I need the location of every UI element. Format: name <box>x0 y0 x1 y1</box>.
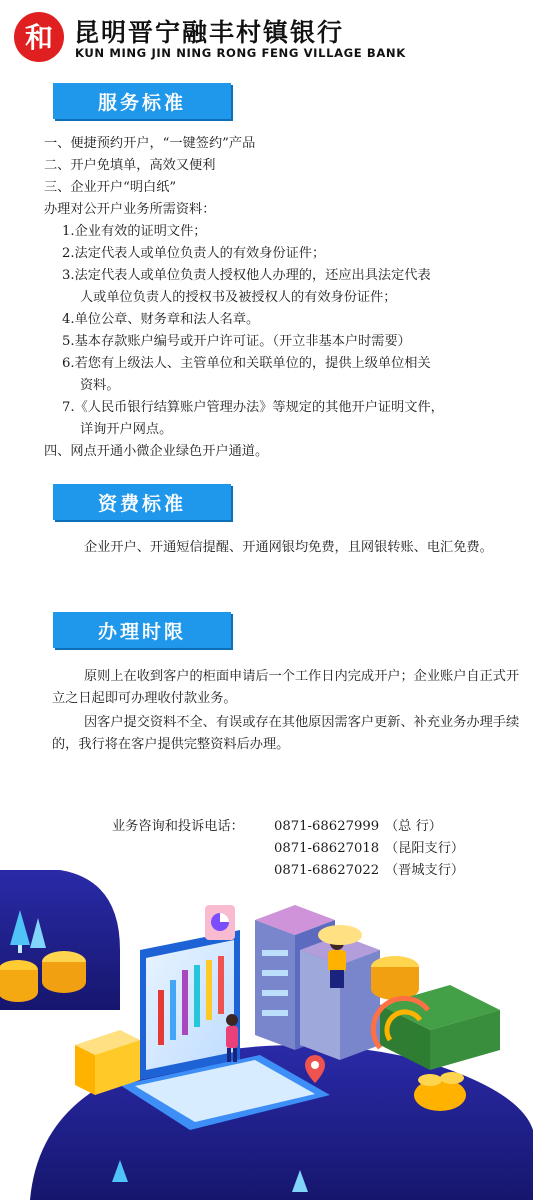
requirement-item: 5.基本存款账户编号或开户许可证。（开立非基本户时需要） <box>62 334 411 349</box>
requirement-item: 2.法定代表人或单位负责人的有效身份证件； <box>62 246 326 261</box>
requirement-item: 1.企业有效的证明文件； <box>62 224 207 239</box>
hotline-branch: （晋城支行） <box>385 863 465 878</box>
hotline-phone: 0871-68627018 <box>274 841 380 856</box>
bank-logo <box>12 10 66 64</box>
requirement-item: 3.法定代表人或单位负责人授权他人办理的，还应出具法定代表 <box>62 268 431 283</box>
requirement-item-cont: 资料。 <box>80 378 120 393</box>
bank-name-cn: 昆明晋宁融丰村镇银行 <box>74 18 345 47</box>
hotline-phone: 0871-68627999 <box>274 819 380 834</box>
fintech-illustration <box>0 870 533 1200</box>
service-item: 二、开户免填单，高效又便利 <box>44 158 216 173</box>
service-item: 三、企业开户“明白纸” <box>44 180 177 195</box>
pie-chart-icon <box>205 905 235 940</box>
requirement-item-cont: 人或单位负责人的授权书及被授权人的有效身份证件； <box>80 290 397 305</box>
service-standards-banner: 服务标准 <box>53 83 231 119</box>
requirement-item: 6.若您有上级法人、主管单位和关联单位的，提供上级单位相关 <box>62 356 431 371</box>
hotline-branch: （昆阳支行） <box>385 841 465 856</box>
svg-text:和: 和 <box>24 21 54 54</box>
service-item: 一、便捷预约开户，“一键签约”产品 <box>44 136 256 151</box>
service-item: 办理对公开户业务所需资料： <box>44 202 216 217</box>
hotline-phone: 0871-68627022 <box>274 863 380 878</box>
timeline-paragraph-1: 原则上在收到客户的柜面申请后一个工作日内完成开户；企业账户自正式开立之日起即可办理收付款业务。 <box>52 669 520 706</box>
bank-name-en: KUN MING JIN NING RONG FENG VILLAGE BANK <box>75 46 406 60</box>
timeline-paragraph-2: 因客户提交资料不全、有误或存在其他原因需客户更新、补充业务办理手续的，我行将在客户提供完整资料后办理。 <box>52 715 520 752</box>
fee-standards-banner: 资费标准 <box>53 484 231 520</box>
money-bag-icon <box>414 1072 466 1111</box>
fee-text: 企业开户、开通短信提醒、开通网银均免费，且网银转账、电汇免费。 <box>84 540 493 555</box>
service-item: 四、网点开通小微企业绿色开户通道。 <box>44 444 269 459</box>
hotline-label: 业务咨询和投诉电话： <box>112 819 244 834</box>
requirement-item: 7.《人民币银行结算账户管理办法》等规定的其他开户证明文件， <box>62 400 444 415</box>
header <box>0 0 533 80</box>
hotline-branch: （总 行） <box>385 819 442 834</box>
processing-time-banner: 办理时限 <box>53 612 231 648</box>
requirement-item-cont: 详询开户网点。 <box>80 422 173 437</box>
requirement-item: 4.单位公章、财务章和法人名章。 <box>62 312 260 327</box>
